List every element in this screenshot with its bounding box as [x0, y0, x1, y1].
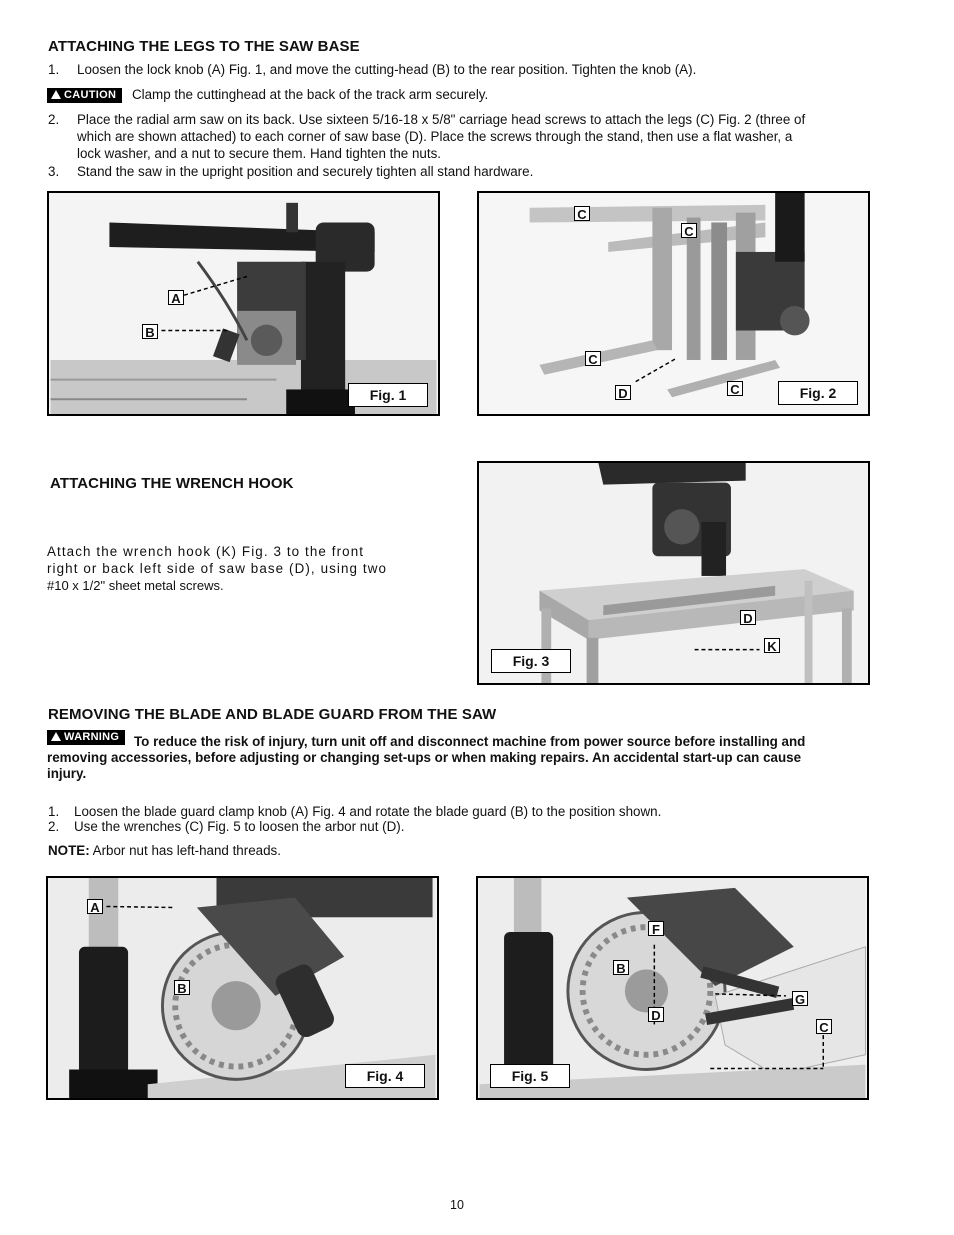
section-heading-wrench-hook: ATTACHING THE WRENCH HOOK — [50, 475, 294, 492]
warning-triangle-icon — [51, 90, 61, 99]
step-2-legs — [48, 111, 878, 162]
callout-c: C — [681, 223, 697, 238]
figure-label: Fig. 2 — [778, 381, 858, 405]
step-number: 1. — [48, 804, 60, 819]
figure-5-photo — [476, 876, 869, 1100]
caution-text: Clamp the cuttinghead at the back of the track arm securely. — [131, 87, 489, 102]
text-line: Attach the wrench hook (K) Fig. 3 to the front — [47, 544, 365, 559]
caution-badge — [47, 88, 122, 103]
callout-c: C — [816, 1019, 832, 1034]
callout-a: A — [87, 899, 103, 914]
callout-f: F — [648, 921, 664, 936]
warning-badge — [47, 730, 125, 745]
step-text-line: lock washer, and a nut to secure them. Hand tighten the nuts. — [77, 146, 441, 161]
text-line: #10 x 1/2" sheet metal screws. — [47, 578, 224, 593]
step-1-legs — [48, 61, 878, 78]
callout-c: C — [727, 381, 743, 396]
figure-3-photo — [477, 461, 870, 685]
callout-c: C — [585, 351, 601, 366]
warning-text-line: To reduce the risk of injury, turn unit off and disconnect machine from power source before installing and — [134, 734, 806, 749]
figure-label: Fig. 1 — [348, 383, 428, 407]
callout-b: B — [174, 980, 190, 995]
warning-notice — [47, 729, 869, 783]
caution-notice — [47, 86, 867, 104]
callout-b: B — [142, 324, 158, 339]
step-text-line: which are shown attached) to each corner of saw base (D). Place the screws through the stand, then use a flat washer, a — [77, 129, 793, 144]
page-number: 10 — [450, 1198, 464, 1212]
step-text: Use the wrenches (C) Fig. 5 to loosen the arbor nut (D). — [74, 819, 405, 834]
step-text: Stand the saw in the upright position and securely tighten all stand hardware. — [77, 164, 534, 179]
callout-c: C — [574, 206, 590, 221]
step-text-line: Place the radial arm saw on its back. Use sixteen 5/16-18 x 5/8" carriage head screws to attach the legs (C) Fig. 2 (three of — [77, 112, 806, 127]
callout-k: K — [764, 638, 780, 653]
warning-text-line: removing accessories, before adjusting or changing set-ups or when making repairs. An accidental start-up can cause — [47, 750, 802, 765]
warning-text-line: injury. — [47, 766, 87, 781]
callout-b: B — [613, 960, 629, 975]
figure-1-photo — [47, 191, 440, 416]
callout-g: G — [792, 991, 808, 1006]
step-2-blade — [48, 818, 878, 835]
callout-d: D — [740, 610, 756, 625]
figure-label: Fig. 4 — [345, 1064, 425, 1088]
section-heading-blade-removal: REMOVING THE BLADE AND BLADE GUARD FROM THE SAW — [48, 706, 497, 723]
step-number: 2. — [48, 112, 60, 127]
wrench-hook-instructions — [47, 543, 440, 595]
text-line: right or back left side of saw base (D), using two — [47, 561, 388, 576]
step-number: 2. — [48, 819, 60, 834]
saw-arm-illustration — [49, 193, 438, 414]
step-text: Loosen the lock knob (A) Fig. 1, and move the cutting-head (B) to the rear position. Tighten the knob (A). — [77, 62, 697, 77]
caution-badge-label: CAUTION — [64, 88, 117, 101]
step-number: 3. — [48, 164, 60, 179]
figure-label: Fig. 3 — [491, 649, 571, 673]
step-number: 1. — [48, 62, 60, 77]
callout-a: A — [168, 290, 184, 305]
callout-d: D — [648, 1007, 664, 1022]
figure-2-photo — [477, 191, 870, 416]
step-3-legs — [48, 163, 878, 180]
callout-d: D — [615, 385, 631, 400]
figure-4-photo — [46, 876, 439, 1100]
step-text: Loosen the blade guard clamp knob (A) Fig. 4 and rotate the blade guard (B) to the position shown. — [74, 804, 662, 819]
warning-badge-label: WARNING — [64, 731, 120, 743]
warning-triangle-icon — [51, 732, 61, 741]
section-heading-legs: ATTACHING THE LEGS TO THE SAW BASE — [48, 38, 360, 55]
figure-label: Fig. 5 — [490, 1064, 570, 1088]
note — [48, 842, 548, 859]
note-text: Arbor nut has left-hand threads. — [92, 843, 281, 858]
note-label: NOTE: — [48, 843, 90, 858]
